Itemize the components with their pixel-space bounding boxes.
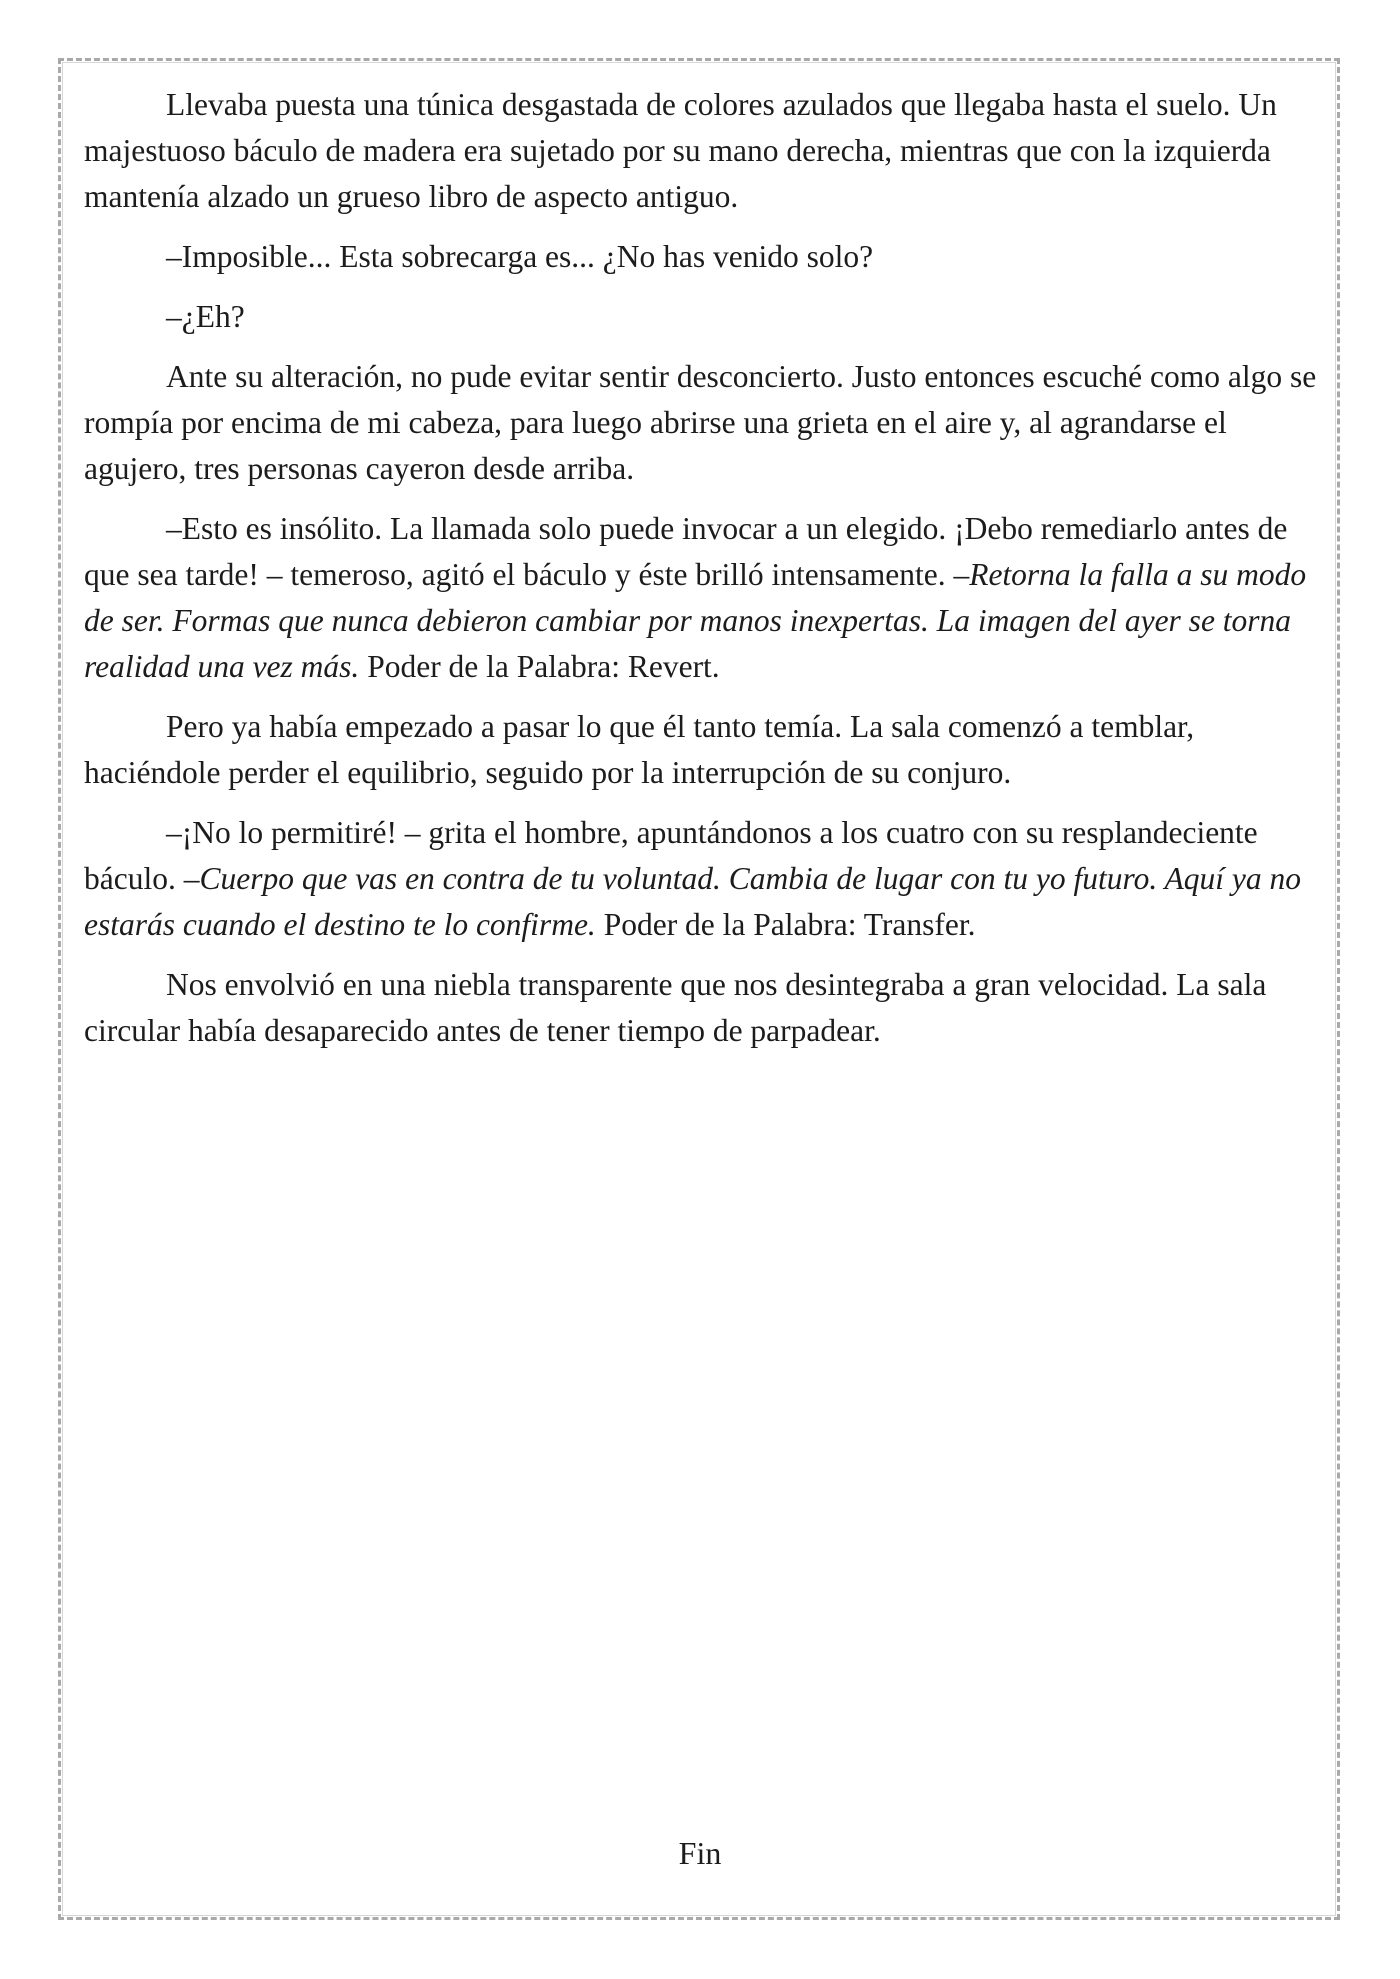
paragraph-2: –Imposible... Esta sobrecarga es... ¿No has venido solo?	[166, 239, 874, 274]
paragraph-7-dialogue: –¡No lo permitiré! – grita el hombre, apuntándonos a los cuatro con su resplandeciente báculo. –	[84, 815, 1258, 896]
paragraph-7	[84, 810, 1324, 948]
paragraph-6: Pero ya había empezado a pasar lo que él tanto temía. La sala comenzó a temblar, haciéndole perder el equilibrio, seguido por la interrupción de su conjuro.	[84, 709, 1195, 790]
paragraph-7-spell: Cuerpo que vas en contra de tu voluntad. Cambia de lugar con tu yo futuro. Aquí ya no estarás cuando el destino te lo confirme.	[84, 861, 1301, 942]
story-text	[84, 82, 1324, 1068]
paragraph-5	[84, 506, 1324, 690]
paragraph-7-spell-name: Poder de la Palabra: Transfer.	[595, 907, 976, 942]
paragraph-5-spell: Retorna la falla a su modo de ser. Formas que nunca debieron cambiar por manos inexpertas. La imagen del ayer se torna realidad una vez más.	[84, 557, 1307, 684]
end-marker: Fin	[678, 1835, 722, 1871]
paragraph-5-spell-name: Poder de la Palabra: Revert.	[359, 649, 720, 684]
paragraph-5-dialogue: –Esto es insólito. La llamada solo puede invocar a un elegido. ¡Debo remediarlo antes de que sea tarde! – temeroso, agitó el báculo y éste brilló intensamente. –	[84, 511, 1288, 592]
paragraph-8: Nos envolvió en una niebla transparente que nos desintegraba a gran velocidad. La sala circular había desaparecido antes de tener tiempo de parpadear.	[84, 967, 1267, 1048]
paragraph-4: Ante su alteración, no pude evitar sentir desconcierto. Justo entonces escuché como algo se rompía por encima de mi cabeza, para luego abrirse una grieta en el aire y, al agrandarse el agujero, tres personas cayeron desde arriba.	[84, 359, 1317, 486]
paragraph-3: –¿Eh?	[166, 299, 245, 334]
paragraph-1: Llevaba puesta una túnica desgastada de colores azulados que llegaba hasta el suelo. Un majestuoso báculo de madera era sujetado por su mano derecha, mientras que con la izquierda mantenía alzado un grueso libro de aspecto antiguo.	[84, 87, 1277, 214]
